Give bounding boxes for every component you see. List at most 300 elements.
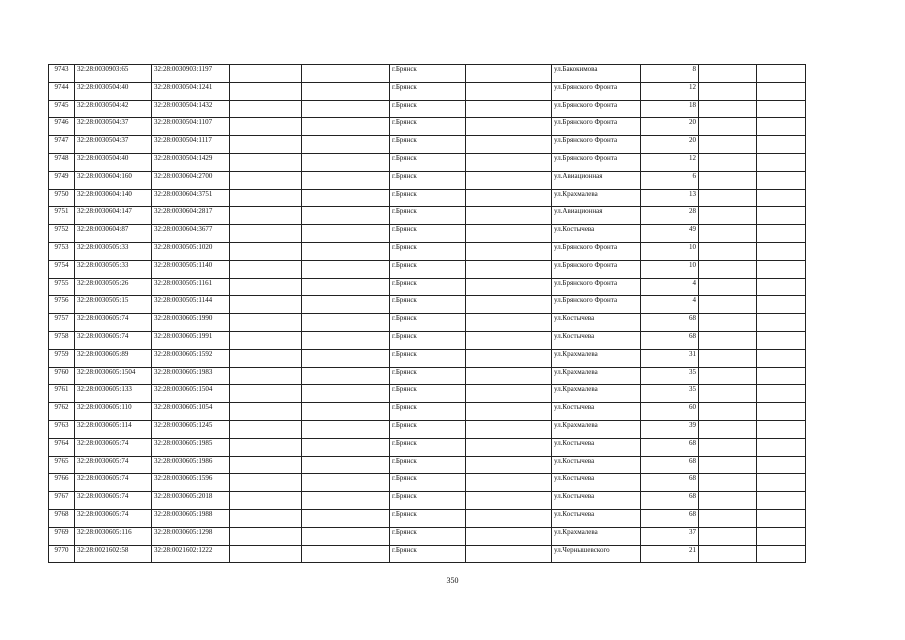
street-cell: ул.Крахмалева bbox=[552, 189, 641, 207]
city-cell: г.Брянск bbox=[390, 278, 466, 296]
empty-cell bbox=[757, 242, 806, 260]
cadastral-number-parcel: 32:28:0030504:37 bbox=[75, 136, 152, 154]
row-number: 9756 bbox=[49, 296, 75, 314]
empty-cell bbox=[302, 65, 390, 83]
city-cell: г.Брянск bbox=[390, 385, 466, 403]
empty-cell bbox=[230, 118, 302, 136]
cadastral-number-object: 32:28:0030505:1140 bbox=[152, 260, 230, 278]
house-number-cell: 35 bbox=[641, 367, 699, 385]
row-number: 9753 bbox=[49, 242, 75, 260]
city-cell: г.Брянск bbox=[390, 225, 466, 243]
house-number-cell: 10 bbox=[641, 260, 699, 278]
cadastral-number-object: 32:28:0030903:1197 bbox=[152, 65, 230, 83]
empty-cell bbox=[302, 331, 390, 349]
cadastral-number-object: 32:28:0030605:2018 bbox=[152, 492, 230, 510]
empty-cell bbox=[757, 260, 806, 278]
empty-cell bbox=[230, 474, 302, 492]
empty-cell bbox=[699, 509, 757, 527]
empty-cell bbox=[230, 385, 302, 403]
house-number-cell: 68 bbox=[641, 474, 699, 492]
table-row bbox=[49, 527, 806, 545]
empty-cell bbox=[757, 314, 806, 332]
house-number-cell: 35 bbox=[641, 385, 699, 403]
empty-cell bbox=[466, 331, 552, 349]
street-cell: ул.Брянского Фронта bbox=[552, 296, 641, 314]
cadastral-number-parcel: 32:28:0030605:114 bbox=[75, 420, 152, 438]
empty-cell bbox=[302, 100, 390, 118]
empty-cell bbox=[302, 385, 390, 403]
row-number: 9758 bbox=[49, 331, 75, 349]
city-cell: г.Брянск bbox=[390, 545, 466, 563]
street-cell: ул.Костычева bbox=[552, 456, 641, 474]
empty-cell bbox=[699, 207, 757, 225]
table-row bbox=[49, 367, 806, 385]
empty-cell bbox=[699, 260, 757, 278]
house-number-cell: 4 bbox=[641, 278, 699, 296]
cadastral-number-parcel: 32:28:0030504:40 bbox=[75, 153, 152, 171]
empty-cell bbox=[302, 207, 390, 225]
empty-cell bbox=[699, 403, 757, 421]
house-number-cell: 68 bbox=[641, 331, 699, 349]
empty-cell bbox=[230, 509, 302, 527]
empty-cell bbox=[757, 278, 806, 296]
empty-cell bbox=[302, 118, 390, 136]
empty-cell bbox=[466, 438, 552, 456]
street-cell: ул.Брянского Фронта bbox=[552, 260, 641, 278]
empty-cell bbox=[757, 331, 806, 349]
row-number: 9746 bbox=[49, 118, 75, 136]
cadastral-number-parcel: 32:28:0030505:33 bbox=[75, 242, 152, 260]
cadastral-number-parcel: 32:28:0030605:133 bbox=[75, 385, 152, 403]
empty-cell bbox=[466, 242, 552, 260]
house-number-cell: 8 bbox=[641, 65, 699, 83]
empty-cell bbox=[757, 207, 806, 225]
empty-cell bbox=[466, 225, 552, 243]
empty-cell bbox=[230, 189, 302, 207]
city-cell: г.Брянск bbox=[390, 527, 466, 545]
city-cell: г.Брянск bbox=[390, 438, 466, 456]
empty-cell bbox=[699, 349, 757, 367]
cadastral-number-parcel: 32:28:0030504:37 bbox=[75, 118, 152, 136]
row-number: 9761 bbox=[49, 385, 75, 403]
cadastral-number-object: 32:28:0030605:1592 bbox=[152, 349, 230, 367]
street-cell: ул.Брянского Фронта bbox=[552, 153, 641, 171]
cadastral-number-object: 32:28:0030604:2700 bbox=[152, 171, 230, 189]
empty-cell bbox=[230, 65, 302, 83]
empty-cell bbox=[230, 314, 302, 332]
row-number: 9745 bbox=[49, 100, 75, 118]
empty-cell bbox=[466, 420, 552, 438]
street-cell: ул.Костычева bbox=[552, 225, 641, 243]
cadastral-number-object: 32:28:0030505:1144 bbox=[152, 296, 230, 314]
empty-cell bbox=[230, 136, 302, 154]
table-row bbox=[49, 207, 806, 225]
city-cell: г.Брянск bbox=[390, 349, 466, 367]
empty-cell bbox=[230, 349, 302, 367]
empty-cell bbox=[302, 367, 390, 385]
cadastral-number-parcel: 32:28:0030605:74 bbox=[75, 474, 152, 492]
house-number-cell: 28 bbox=[641, 207, 699, 225]
street-cell: ул.Брянского Фронта bbox=[552, 136, 641, 154]
street-cell: ул.Крахмалева bbox=[552, 420, 641, 438]
row-number: 9748 bbox=[49, 153, 75, 171]
city-cell: г.Брянск bbox=[390, 403, 466, 421]
row-number: 9754 bbox=[49, 260, 75, 278]
cadastral-number-parcel: 32:28:0030605:74 bbox=[75, 456, 152, 474]
house-number-cell: 20 bbox=[641, 136, 699, 154]
street-cell: ул.Костычева bbox=[552, 314, 641, 332]
cadastral-number-parcel: 32:28:0030604:140 bbox=[75, 189, 152, 207]
empty-cell bbox=[757, 136, 806, 154]
row-number: 9743 bbox=[49, 65, 75, 83]
empty-cell bbox=[466, 100, 552, 118]
city-cell: г.Брянск bbox=[390, 65, 466, 83]
house-number-cell: 68 bbox=[641, 438, 699, 456]
street-cell: ул.Брянского Фронта bbox=[552, 118, 641, 136]
row-number: 9767 bbox=[49, 492, 75, 510]
house-number-cell: 39 bbox=[641, 420, 699, 438]
cadastral-number-parcel: 32:28:0030505:15 bbox=[75, 296, 152, 314]
empty-cell bbox=[757, 171, 806, 189]
empty-cell bbox=[757, 385, 806, 403]
cadastral-number-parcel: 32:28:0030605:116 bbox=[75, 527, 152, 545]
empty-cell bbox=[699, 82, 757, 100]
empty-cell bbox=[302, 260, 390, 278]
empty-cell bbox=[757, 403, 806, 421]
cadastral-number-object: 32:28:0030605:1504 bbox=[152, 385, 230, 403]
city-cell: г.Брянск bbox=[390, 171, 466, 189]
empty-cell bbox=[757, 153, 806, 171]
table-row bbox=[49, 314, 806, 332]
cadastral-number-parcel: 32:28:0030504:42 bbox=[75, 100, 152, 118]
empty-cell bbox=[230, 225, 302, 243]
empty-cell bbox=[699, 367, 757, 385]
cadastral-number-object: 32:28:0030605:1985 bbox=[152, 438, 230, 456]
empty-cell bbox=[466, 367, 552, 385]
house-number-cell: 49 bbox=[641, 225, 699, 243]
row-number: 9749 bbox=[49, 171, 75, 189]
empty-cell bbox=[230, 420, 302, 438]
empty-cell bbox=[757, 65, 806, 83]
table-row bbox=[49, 242, 806, 260]
table-row bbox=[49, 225, 806, 243]
cadastral-number-parcel: 32:28:0030505:33 bbox=[75, 260, 152, 278]
empty-cell bbox=[302, 403, 390, 421]
row-number: 9759 bbox=[49, 349, 75, 367]
empty-cell bbox=[466, 527, 552, 545]
empty-cell bbox=[302, 545, 390, 563]
street-cell: ул.Брянского Фронта bbox=[552, 82, 641, 100]
empty-cell bbox=[302, 136, 390, 154]
empty-cell bbox=[466, 65, 552, 83]
house-number-cell: 31 bbox=[641, 349, 699, 367]
empty-cell bbox=[466, 349, 552, 367]
empty-cell bbox=[699, 278, 757, 296]
empty-cell bbox=[230, 545, 302, 563]
table-row bbox=[49, 349, 806, 367]
empty-cell bbox=[302, 225, 390, 243]
city-cell: г.Брянск bbox=[390, 331, 466, 349]
row-number: 9751 bbox=[49, 207, 75, 225]
table-row bbox=[49, 171, 806, 189]
city-cell: г.Брянск bbox=[390, 153, 466, 171]
empty-cell bbox=[302, 278, 390, 296]
street-cell: ул.Брянского Фронта bbox=[552, 100, 641, 118]
empty-cell bbox=[466, 153, 552, 171]
cadastral-number-object: 32:28:0030504:1432 bbox=[152, 100, 230, 118]
cadastral-number-parcel: 32:28:0030605:74 bbox=[75, 492, 152, 510]
empty-cell bbox=[757, 367, 806, 385]
empty-cell bbox=[699, 420, 757, 438]
empty-cell bbox=[302, 189, 390, 207]
empty-cell bbox=[230, 242, 302, 260]
table-row bbox=[49, 456, 806, 474]
city-cell: г.Брянск bbox=[390, 367, 466, 385]
empty-cell bbox=[466, 474, 552, 492]
empty-cell bbox=[699, 314, 757, 332]
house-number-cell: 68 bbox=[641, 492, 699, 510]
empty-cell bbox=[757, 296, 806, 314]
cadastral-number-object: 32:28:0030605:1986 bbox=[152, 456, 230, 474]
street-cell: ул.Брянского Фронта bbox=[552, 242, 641, 260]
street-cell: ул.Брянского Фронта bbox=[552, 278, 641, 296]
house-number-cell: 68 bbox=[641, 456, 699, 474]
empty-cell bbox=[466, 314, 552, 332]
city-cell: г.Брянск bbox=[390, 509, 466, 527]
street-cell: ул.Крахмалева bbox=[552, 385, 641, 403]
cadastral-number-parcel: 32:28:0030604:160 bbox=[75, 171, 152, 189]
row-number: 9763 bbox=[49, 420, 75, 438]
empty-cell bbox=[466, 207, 552, 225]
row-number: 9744 bbox=[49, 82, 75, 100]
empty-cell bbox=[302, 242, 390, 260]
house-number-cell: 21 bbox=[641, 545, 699, 563]
row-number: 9766 bbox=[49, 474, 75, 492]
empty-cell bbox=[302, 438, 390, 456]
city-cell: г.Брянск bbox=[390, 100, 466, 118]
table-row bbox=[49, 136, 806, 154]
row-number: 9755 bbox=[49, 278, 75, 296]
house-number-cell: 37 bbox=[641, 527, 699, 545]
cadastral-number-parcel: 32:28:0030604:147 bbox=[75, 207, 152, 225]
empty-cell bbox=[466, 403, 552, 421]
empty-cell bbox=[699, 545, 757, 563]
table-row bbox=[49, 509, 806, 527]
cadastral-number-object: 32:28:0030605:1245 bbox=[152, 420, 230, 438]
document-sheet bbox=[48, 64, 806, 563]
house-number-cell: 12 bbox=[641, 82, 699, 100]
cadastral-number-parcel: 32:28:0030605:74 bbox=[75, 314, 152, 332]
cadastral-number-object: 32:28:0030605:1991 bbox=[152, 331, 230, 349]
cadastral-number-object: 32:28:0030505:1161 bbox=[152, 278, 230, 296]
empty-cell bbox=[230, 296, 302, 314]
cadastral-number-object: 32:28:0030504:1429 bbox=[152, 153, 230, 171]
city-cell: г.Брянск bbox=[390, 474, 466, 492]
page-number: 350 bbox=[446, 576, 459, 585]
empty-cell bbox=[699, 492, 757, 510]
empty-cell bbox=[302, 153, 390, 171]
street-cell: ул.Чернышевского bbox=[552, 545, 641, 563]
empty-cell bbox=[302, 82, 390, 100]
empty-cell bbox=[757, 492, 806, 510]
row-number: 9769 bbox=[49, 527, 75, 545]
city-cell: г.Брянск bbox=[390, 492, 466, 510]
table-row bbox=[49, 189, 806, 207]
cadastral-number-parcel: 32:28:0021602:58 bbox=[75, 545, 152, 563]
empty-cell bbox=[302, 171, 390, 189]
empty-cell bbox=[302, 420, 390, 438]
empty-cell bbox=[757, 420, 806, 438]
cadastral-number-object: 32:28:0030505:1020 bbox=[152, 242, 230, 260]
cadastral-number-object: 32:28:0021602:1222 bbox=[152, 545, 230, 563]
cadastral-number-object: 32:28:0030605:1054 bbox=[152, 403, 230, 421]
city-cell: г.Брянск bbox=[390, 456, 466, 474]
house-number-cell: 60 bbox=[641, 403, 699, 421]
cadastral-number-parcel: 32:28:0030505:26 bbox=[75, 278, 152, 296]
empty-cell bbox=[699, 527, 757, 545]
empty-cell bbox=[699, 118, 757, 136]
street-cell: ул.Крахмалева bbox=[552, 349, 641, 367]
empty-cell bbox=[230, 527, 302, 545]
empty-cell bbox=[230, 171, 302, 189]
city-cell: г.Брянск bbox=[390, 314, 466, 332]
city-cell: г.Брянск bbox=[390, 189, 466, 207]
empty-cell bbox=[699, 456, 757, 474]
empty-cell bbox=[757, 82, 806, 100]
empty-cell bbox=[699, 438, 757, 456]
cadastral-number-parcel: 32:28:0030605:74 bbox=[75, 509, 152, 527]
empty-cell bbox=[757, 545, 806, 563]
empty-cell bbox=[302, 349, 390, 367]
empty-cell bbox=[230, 82, 302, 100]
house-number-cell: 68 bbox=[641, 509, 699, 527]
street-cell: ул.Костычева bbox=[552, 509, 641, 527]
street-cell: ул.Бакокимова bbox=[552, 65, 641, 83]
empty-cell bbox=[230, 153, 302, 171]
empty-cell bbox=[757, 474, 806, 492]
empty-cell bbox=[230, 367, 302, 385]
empty-cell bbox=[466, 171, 552, 189]
house-number-cell: 12 bbox=[641, 153, 699, 171]
street-cell: ул.Костычева bbox=[552, 403, 641, 421]
empty-cell bbox=[230, 278, 302, 296]
street-cell: ул.Костычева bbox=[552, 492, 641, 510]
empty-cell bbox=[757, 100, 806, 118]
city-cell: г.Брянск bbox=[390, 260, 466, 278]
empty-cell bbox=[230, 331, 302, 349]
empty-cell bbox=[466, 545, 552, 563]
table-row bbox=[49, 278, 806, 296]
empty-cell bbox=[466, 456, 552, 474]
empty-cell bbox=[757, 349, 806, 367]
empty-cell bbox=[757, 509, 806, 527]
register-table bbox=[48, 64, 806, 563]
row-number: 9764 bbox=[49, 438, 75, 456]
cadastral-number-parcel: 32:28:0030903:65 bbox=[75, 65, 152, 83]
cadastral-number-parcel: 32:28:0030605:74 bbox=[75, 438, 152, 456]
empty-cell bbox=[757, 527, 806, 545]
empty-cell bbox=[466, 260, 552, 278]
empty-cell bbox=[230, 438, 302, 456]
table-row bbox=[49, 100, 806, 118]
empty-cell bbox=[302, 456, 390, 474]
cadastral-number-object: 32:28:0030504:1241 bbox=[152, 82, 230, 100]
table-row bbox=[49, 118, 806, 136]
cadastral-number-parcel: 32:28:0030605:110 bbox=[75, 403, 152, 421]
city-cell: г.Брянск bbox=[390, 136, 466, 154]
city-cell: г.Брянск bbox=[390, 420, 466, 438]
street-cell: ул.Крахмалева bbox=[552, 527, 641, 545]
cadastral-number-parcel: 32:28:0030605:74 bbox=[75, 331, 152, 349]
empty-cell bbox=[757, 456, 806, 474]
street-cell: ул.Костычева bbox=[552, 438, 641, 456]
table-row bbox=[49, 438, 806, 456]
cadastral-number-object: 32:28:0030504:1107 bbox=[152, 118, 230, 136]
cadastral-number-object: 32:28:0030604:3751 bbox=[152, 189, 230, 207]
street-cell: ул.Авиационная bbox=[552, 207, 641, 225]
house-number-cell: 18 bbox=[641, 100, 699, 118]
row-number: 9762 bbox=[49, 403, 75, 421]
table-row bbox=[49, 474, 806, 492]
house-number-cell: 4 bbox=[641, 296, 699, 314]
table-row bbox=[49, 492, 806, 510]
empty-cell bbox=[466, 509, 552, 527]
empty-cell bbox=[699, 296, 757, 314]
row-number: 9765 bbox=[49, 456, 75, 474]
city-cell: г.Брянск bbox=[390, 207, 466, 225]
cadastral-number-parcel: 32:28:0030604:87 bbox=[75, 225, 152, 243]
table-row bbox=[49, 296, 806, 314]
city-cell: г.Брянск bbox=[390, 296, 466, 314]
row-number: 9760 bbox=[49, 367, 75, 385]
table-body bbox=[49, 65, 806, 563]
empty-cell bbox=[699, 171, 757, 189]
house-number-cell: 68 bbox=[641, 314, 699, 332]
house-number-cell: 20 bbox=[641, 118, 699, 136]
table-row bbox=[49, 385, 806, 403]
cadastral-number-object: 32:28:0030504:1117 bbox=[152, 136, 230, 154]
empty-cell bbox=[699, 189, 757, 207]
table-row bbox=[49, 403, 806, 421]
street-cell: ул.Костычева bbox=[552, 331, 641, 349]
empty-cell bbox=[466, 82, 552, 100]
row-number: 9768 bbox=[49, 509, 75, 527]
table-row bbox=[49, 260, 806, 278]
empty-cell bbox=[699, 100, 757, 118]
cadastral-number-object: 32:28:0030605:1990 bbox=[152, 314, 230, 332]
empty-cell bbox=[466, 136, 552, 154]
table-row bbox=[49, 420, 806, 438]
table-row bbox=[49, 545, 806, 563]
empty-cell bbox=[466, 278, 552, 296]
city-cell: г.Брянск bbox=[390, 118, 466, 136]
cadastral-number-object: 32:28:0030605:1983 bbox=[152, 367, 230, 385]
empty-cell bbox=[757, 225, 806, 243]
row-number: 9752 bbox=[49, 225, 75, 243]
empty-cell bbox=[466, 492, 552, 510]
empty-cell bbox=[699, 385, 757, 403]
empty-cell bbox=[302, 509, 390, 527]
cadastral-number-object: 32:28:0030605:1596 bbox=[152, 474, 230, 492]
empty-cell bbox=[699, 331, 757, 349]
empty-cell bbox=[757, 189, 806, 207]
empty-cell bbox=[302, 492, 390, 510]
cadastral-number-parcel: 32:28:0030605:89 bbox=[75, 349, 152, 367]
street-cell: ул.Костычева bbox=[552, 474, 641, 492]
empty-cell bbox=[757, 118, 806, 136]
empty-cell bbox=[699, 153, 757, 171]
row-number: 9750 bbox=[49, 189, 75, 207]
